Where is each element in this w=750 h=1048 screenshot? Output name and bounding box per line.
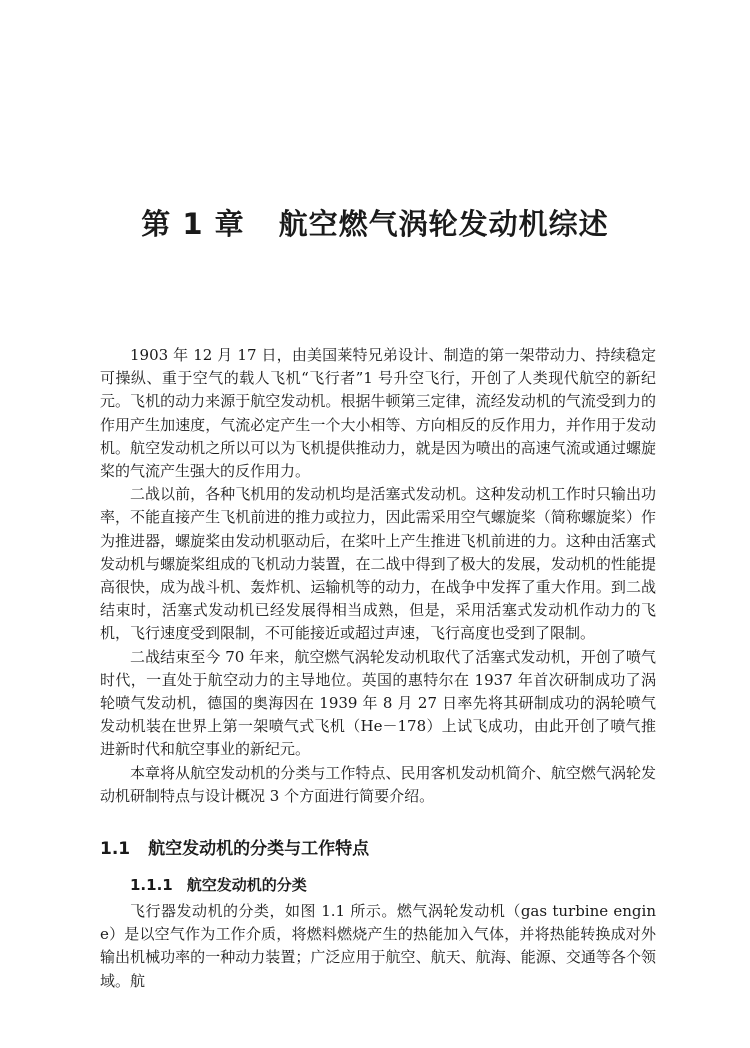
intro-body <box>100 344 656 808</box>
subsection-number: 1.1.1 <box>130 876 173 894</box>
chapter-title <box>0 202 750 243</box>
chapter-number: 第 1 章 <box>141 207 245 241</box>
section-title: 航空发动机的分类与工作特点 <box>148 839 370 859</box>
paragraph-4: 本章将从航空发动机的分类与工作特点、民用客机发动机简介、航空燃气涡轮发动机研制特点与设计概况 3 个方面进行简要介绍。 <box>100 763 656 805</box>
paragraph-5: 飞行器发动机的分类，如图 1.1 所示。燃气涡轮发动机（gas turbine engine）是以空气作为工作介质，将燃料燃烧产生的热能加入气体，并将热能转换成对外输出机械功率的一种动力装置；广泛应用于航空、航天、航海、能源、交通等各个领域。航 <box>100 902 656 990</box>
paragraph-2: 二战以前，各种飞机用的发动机均是活塞式发动机。这种发动机工作时只输出功率，不能直接产生飞机前进的推力或拉力，因此需采用空气螺旋桨（简称螺旋桨）作为推进器，螺旋桨由发动机驱动后，在桨叶上产生推进飞机前进的力。这种由活塞式发动机与螺旋桨组成的飞机动力装置，在二战中得到了极大的发展，发动机的性能提高很快，成为战斗机、轰炸机、运输机等的动力，在战争中发挥了重大作用。到二战结束时，活塞式发动机已经发展得相当成熟，但是，采用活塞式发动机作动力的飞机，飞行速度受到限制，不可能接近或超过声速，飞行高度也受到了限制。 <box>100 485 656 643</box>
section-heading <box>100 834 369 859</box>
chapter-title-text: 航空燃气涡轮发动机综述 <box>278 207 609 241</box>
subsection-title: 航空发动机的分类 <box>186 876 307 894</box>
section-body <box>100 900 656 993</box>
subsection-heading <box>130 874 307 895</box>
section-number: 1.1 <box>100 839 131 859</box>
paragraph-3: 二战结束至今 70 年来，航空燃气涡轮发动机取代了活塞式发动机，开创了喷气时代，一直处于航空动力的主导地位。英国的惠特尔在 1937 年首次研制成功了涡轮喷气发动机，德国的奥海因在 1939 年 8 月 27 日率先将其研制成功的涡轮喷气发动机装在世界上第一架喷气式飞机（He－178）上试飞成功，由此开创了喷气推进新时代和航空事业的新纪元。 <box>100 647 656 759</box>
paragraph-1: 1903 年 12 月 17 日，由美国莱特兄弟设计、制造的第一架带动力、持续稳定可操纵、重于空气的载人飞机“飞行者”1 号升空飞行，开创了人类现代航空的新纪元。飞机的动力来源于航空发动机。根据牛顿第三定律，流经发动机的气流受到力的作用产生加速度，气流必定产生一个大小相等、方向相反的反作用力，并作用于发动机。航空发动机之所以可以为飞机提供推动力，就是因为喷出的高速气流或通过螺旋桨的气流产生强大的反作用力。 <box>100 346 656 481</box>
